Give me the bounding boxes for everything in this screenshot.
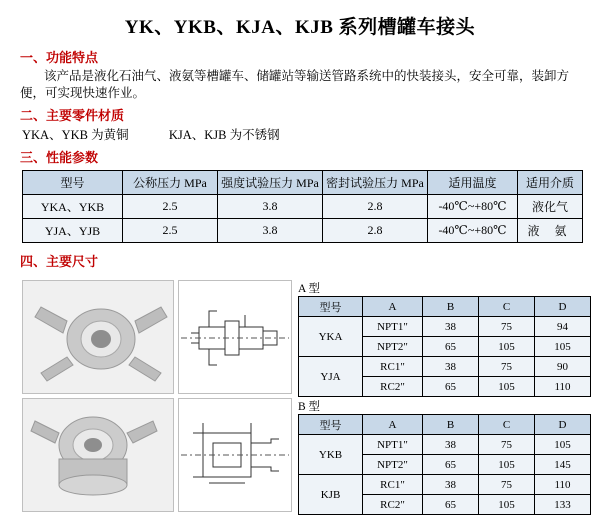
b-col-4: D [535, 415, 591, 435]
a-r1-c1: NPT2" [363, 337, 423, 357]
dimensions-area [10, 276, 590, 516]
a-model-yja: YJA [299, 357, 363, 397]
table-row [23, 195, 583, 219]
coupling-drawing-a-illustration [179, 281, 291, 393]
product-drawing-type-b [178, 398, 292, 512]
perf-col-3: 密封试验压力 MPa [323, 171, 428, 195]
table-row [299, 317, 591, 337]
b-r1-c4: 145 [535, 455, 591, 475]
perf-r0-c2: 3.8 [218, 195, 323, 219]
a-col-3: C [479, 297, 535, 317]
a-r1-c4: 105 [535, 337, 591, 357]
a-r1-c3: 105 [479, 337, 535, 357]
perf-col-4: 适用温度 [428, 171, 518, 195]
b-model-kjb: KJB [299, 475, 363, 515]
a-col-4: D [535, 297, 591, 317]
perf-r1-c1: 2.5 [123, 219, 218, 243]
a-r1-c2: 65 [423, 337, 479, 357]
a-r0-c1: NPT1" [363, 317, 423, 337]
b-model-ykb: YKB [299, 435, 363, 475]
b-r0-c3: 75 [479, 435, 535, 455]
perf-col-5: 适用介质 [518, 171, 583, 195]
perf-r1-c4: -40℃~+80℃ [428, 219, 518, 243]
b-r1-c2: 65 [423, 455, 479, 475]
a-r2-c4: 90 [535, 357, 591, 377]
b-r1-c1: NPT2" [363, 455, 423, 475]
a-r2-c1: RC1" [363, 357, 423, 377]
table-row [299, 475, 591, 495]
perf-col-0: 型号 [23, 171, 123, 195]
performance-table [22, 170, 583, 243]
table-header-row [299, 297, 591, 317]
features-text: 该产品是液化石油气、液氨等槽罐车、储罐站等输送管路系统中的快装接头，安全可靠，装卸方便，可实现快速作业。 [20, 69, 570, 100]
b-col-1: A [363, 415, 423, 435]
perf-r0-c4: -40℃~+80℃ [428, 195, 518, 219]
a-r2-c2: 38 [423, 357, 479, 377]
a-col-2: B [423, 297, 479, 317]
perf-r0-c0: YKA、YKB [23, 195, 123, 219]
perf-r0-c5: 液化气 [518, 195, 583, 219]
section-heading-features: 一、功能特点 [20, 50, 99, 65]
coupling-photo-b-illustration [23, 399, 173, 511]
type-a-label: A 型 [298, 283, 321, 295]
b-col-2: B [423, 415, 479, 435]
a-col-1: A [363, 297, 423, 317]
coupling-photo-a-illustration [23, 281, 173, 393]
materials-left: YKA、YKB 为黄铜 [22, 128, 129, 142]
b-r3-c4: 133 [535, 495, 591, 515]
b-r2-c4: 110 [535, 475, 591, 495]
perf-r0-c1: 2.5 [123, 195, 218, 219]
b-r2-c2: 38 [423, 475, 479, 495]
perf-r1-c2: 3.8 [218, 219, 323, 243]
a-r0-c2: 38 [423, 317, 479, 337]
a-r3-c2: 65 [423, 377, 479, 397]
b-r1-c3: 105 [479, 455, 535, 475]
a-r2-c3: 75 [479, 357, 535, 377]
table-row [299, 357, 591, 377]
b-col-0: 型号 [299, 415, 363, 435]
b-col-3: C [479, 415, 535, 435]
materials-right: KJA、KJB 为不锈钢 [168, 128, 280, 142]
perf-col-2: 强度试验压力 MPa [218, 171, 323, 195]
section-heading-materials: 二、主要零件材质 [20, 108, 125, 123]
a-model-yka: YKA [299, 317, 363, 357]
b-r2-c1: RC1" [363, 475, 423, 495]
b-r3-c1: RC2" [363, 495, 423, 515]
perf-r1-c0: YJA、YJB [23, 219, 123, 243]
table-header-row [299, 415, 591, 435]
type-a-table [298, 296, 591, 397]
a-col-0: 型号 [299, 297, 363, 317]
b-r0-c1: NPT1" [363, 435, 423, 455]
coupling-drawing-b-illustration [179, 399, 291, 511]
materials-line [22, 126, 590, 144]
type-b-table [298, 414, 591, 515]
product-photo-type-b [22, 398, 174, 512]
perf-r1-c5: 液 氨 [518, 219, 583, 243]
page-title: YK、YKB、KJA、KJB 系列槽罐车接头 [124, 17, 476, 38]
a-r0-c3: 75 [479, 317, 535, 337]
perf-r0-c3: 2.8 [323, 195, 428, 219]
b-r3-c2: 65 [423, 495, 479, 515]
section-heading-dimensions: 四、主要尺寸 [20, 254, 99, 269]
b-r0-c4: 105 [535, 435, 591, 455]
section-heading-performance: 三、性能参数 [20, 150, 99, 165]
a-r3-c4: 110 [535, 377, 591, 397]
a-r3-c1: RC2" [363, 377, 423, 397]
perf-col-1: 公称压力 MPa [123, 171, 218, 195]
table-row [23, 219, 583, 243]
b-r0-c2: 38 [423, 435, 479, 455]
table-row [299, 435, 591, 455]
product-drawing-type-a [178, 280, 292, 394]
product-photo-type-a [22, 280, 174, 394]
b-r2-c3: 75 [479, 475, 535, 495]
b-r3-c3: 105 [479, 495, 535, 515]
perf-r1-c3: 2.8 [323, 219, 428, 243]
type-b-label: B 型 [298, 401, 321, 413]
a-r3-c3: 105 [479, 377, 535, 397]
table-header-row [23, 171, 583, 195]
a-r0-c4: 94 [535, 317, 591, 337]
